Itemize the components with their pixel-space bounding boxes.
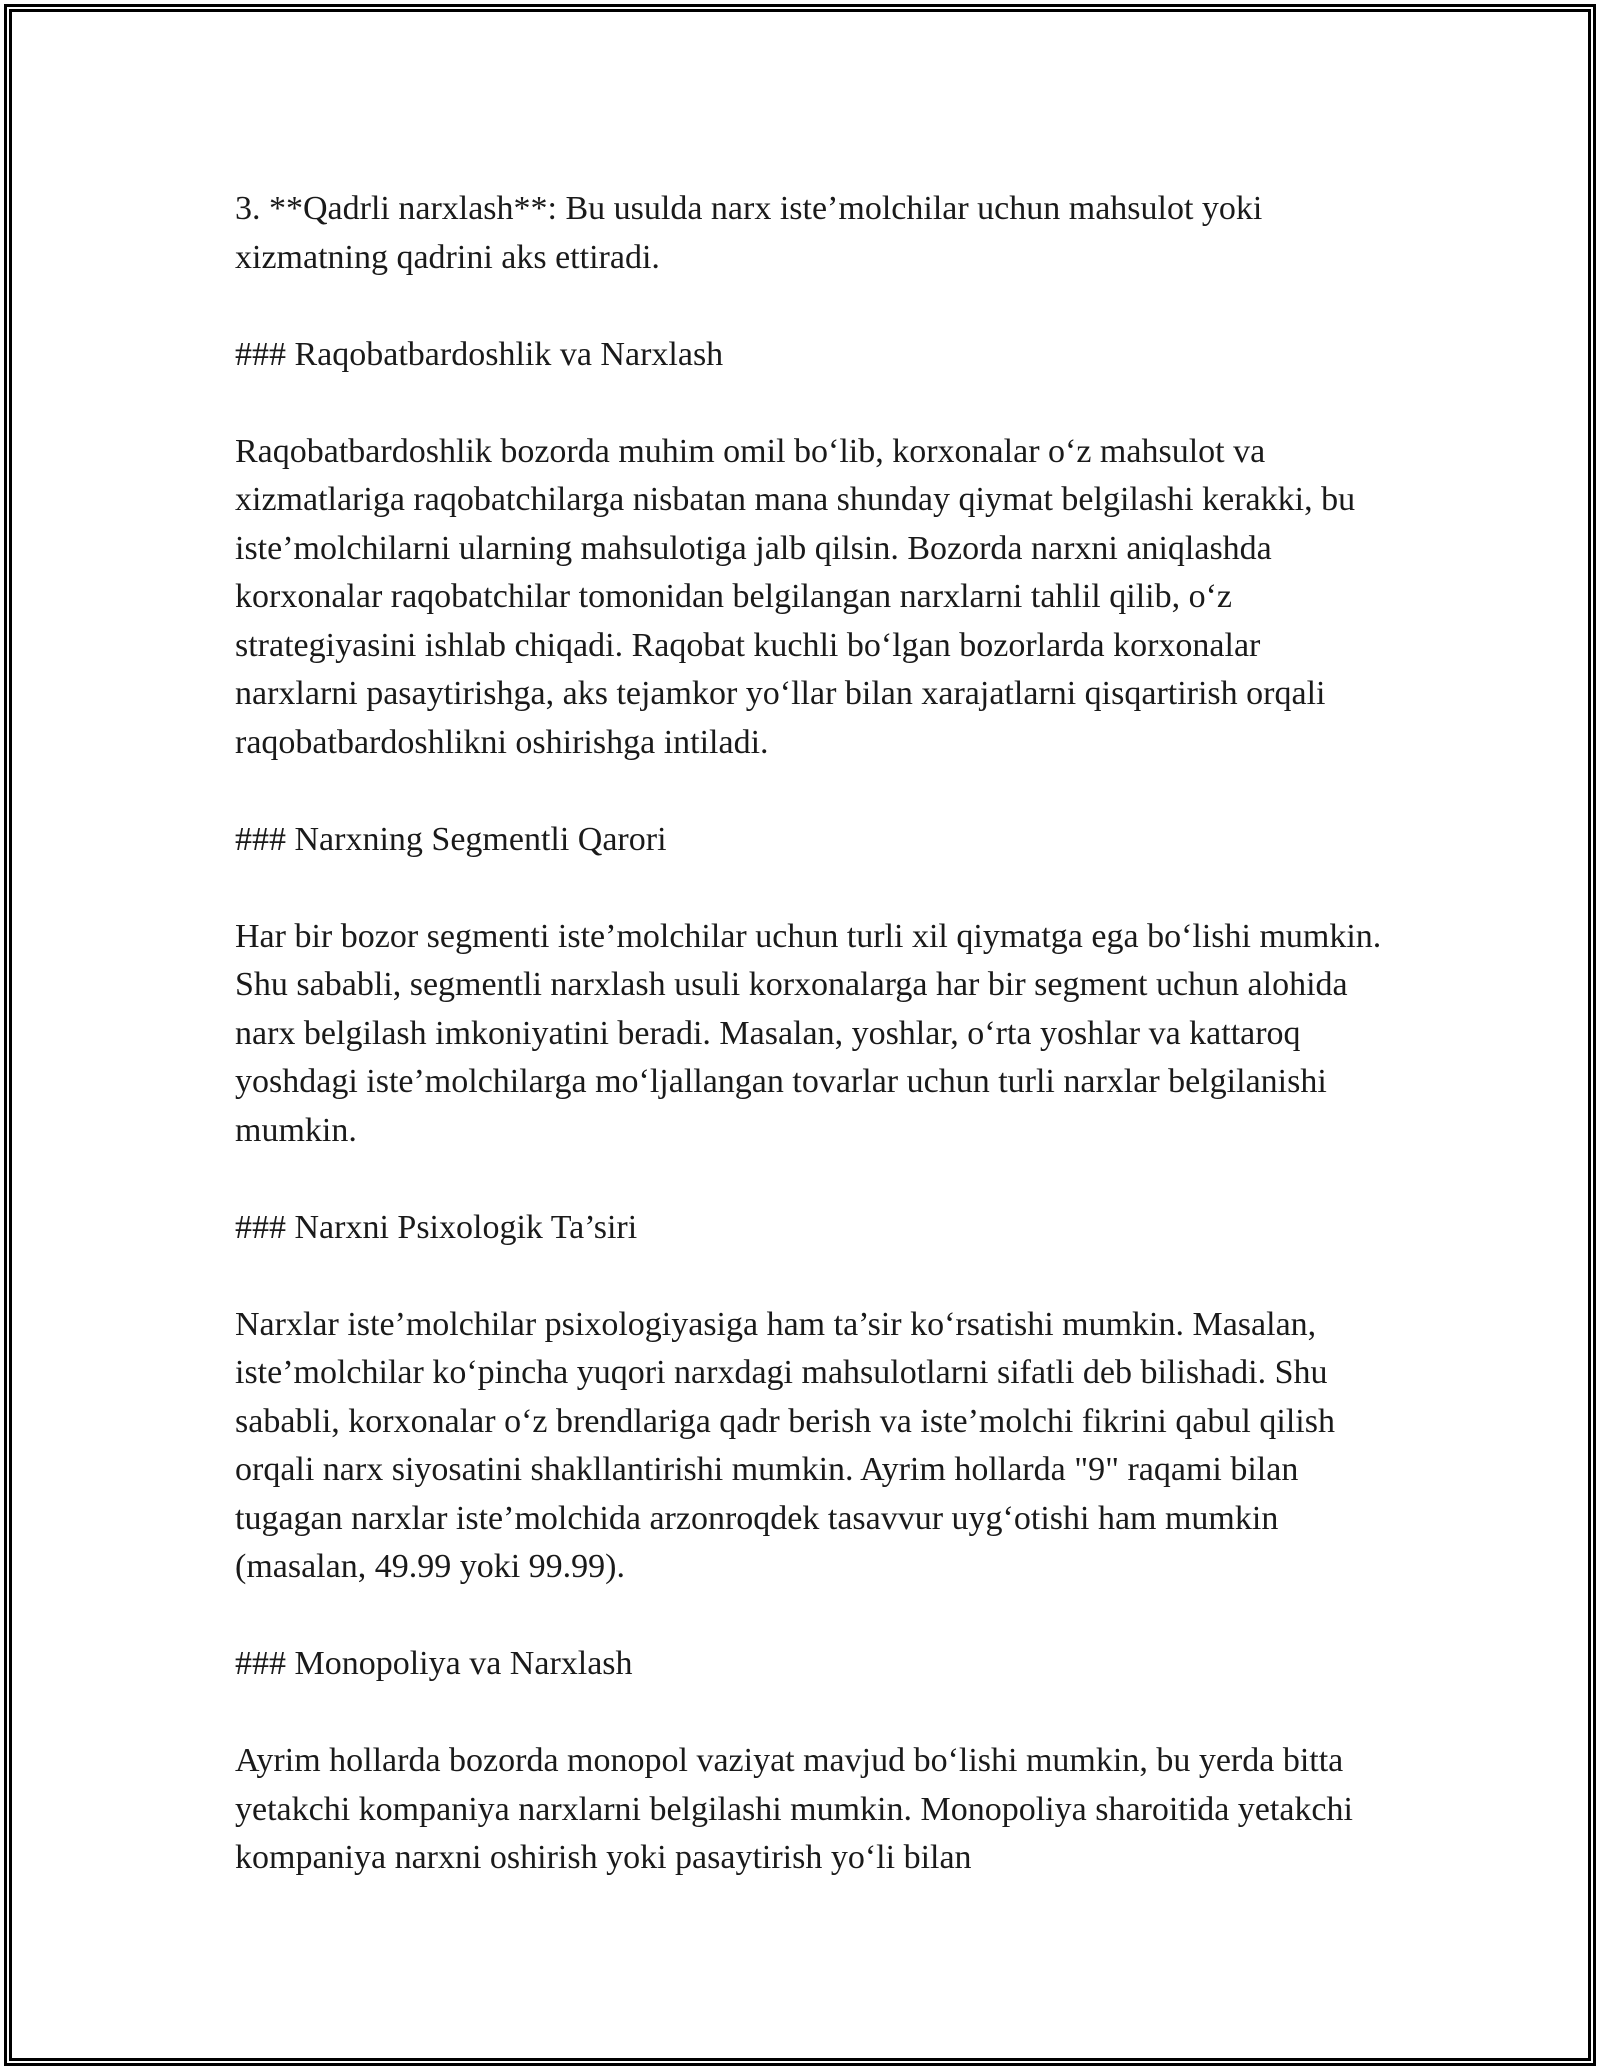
- paragraph-raqobatbardoshlik: Raqobatbardoshlik bozorda muhim omil bo‘lib, korxonalar o‘z mahsulot va xizmatlariga raqobatchilarga nisbatan mana shunday qiymat belgilashi kerakki, bu iste’molchilarni ularning mahsulotiga jalb qilsin. Bozorda narxni aniqlashda korxonalar raqobatchilar tomonidan belgilangan narxlarni tahlil qilib, o‘z strategiyasini ishlab chiqadi. Raqobat kuchli bo‘lgan bozorlarda korxonalar narxlarni pasaytirishga, aks tejamkor yo‘llar bilan xarajatlarni qisqartirish orqali raqobatbardoshlikni oshirishga intiladi.: [235, 432, 1356, 761]
- paragraph-segmentli-qarori: Har bir bozor segmenti iste’molchilar uchun turli xil qiymatga ega bo‘lishi mumkin. Shu sababli, segmentli narxlash usuli korxonalarga har bir segment uchun alohida narx belgilash imkoniyatini beradi. Masalan, yoshlar, o‘rta yoshlar va kattaroq yoshdagi iste’molchilarga mo‘ljallangan tovarlar uchun turli narxlar belgilanishi mumkin.: [235, 917, 1382, 1149]
- document-body: [235, 185, 1385, 1931]
- heading-segmentli-qarori: ### Narxning Segmentli Qarori: [235, 820, 667, 858]
- paragraph-qadrli-narxlash: 3. **Qadrli narxlash**: Bu usulda narx iste’molchilar uchun mahsulot yoki xizmatning qadrini aks ettiradi.: [235, 190, 1263, 276]
- paragraph-psixologik-tasiri: Narxlar iste’molchilar psixologiyasiga ham ta’sir ko‘rsatishi mumkin. Masalan, iste’molchilar ko‘pincha yuqori narxdagi mahsulotlarni sifatli deb bilishadi. Shu sababli, korxonalar o‘z brendlariga qadr berish va iste’molchi fikrini qabul qilish orqali narx siyosatini shakllantirishi mumkin. Ayrim hollarda "9" raqami bilan tugagan narxlar iste’molchida arzonroqdek tasavvur uyg‘otishi ham mumkin (masalan, 49.99 yoki 99.99).: [235, 1305, 1335, 1585]
- heading-raqobatbardoshlik: ### Raqobatbardoshlik va Narxlash: [235, 335, 724, 373]
- paragraph-monopoliya: Ayrim hollarda bozorda monopol vaziyat mavjud bo‘lishi mumkin, bu yerda bitta yetakchi kompaniya narxlarni belgilashi mumkin. Monopoliya sharoitida yetakchi kompaniya narxni oshirish yoki pasaytirish yo‘li bilan: [235, 1742, 1353, 1876]
- heading-psixologik-tasiri: ### Narxni Psixologik Ta’siri: [235, 1208, 638, 1246]
- heading-monopoliya: ### Monopoliya va Narxlash: [235, 1645, 633, 1682]
